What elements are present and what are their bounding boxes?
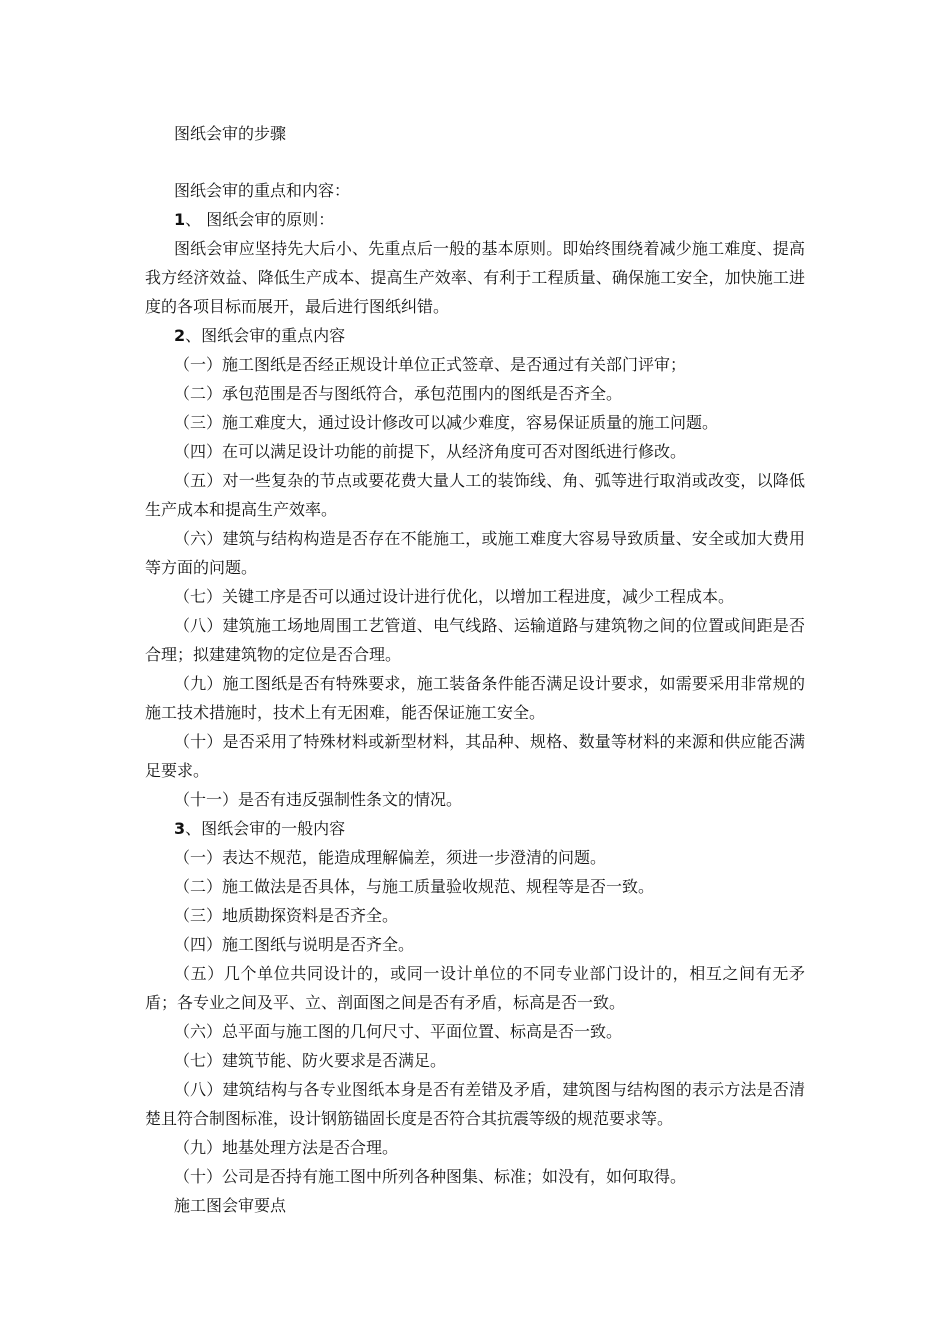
section-1-heading-text: 、 图纸会审的原则：	[185, 210, 335, 229]
section-3-item: （九）地基处理方法是否合理。	[174, 1138, 399, 1157]
section-2-item: （七）关键工序是否可以通过设计进行优化，以增加工程进度，减少工程成本。	[174, 587, 735, 606]
section-2-item: （四）在可以满足设计功能的前提下，从经济角度可否对图纸进行修改。	[174, 442, 687, 461]
section-3-item: （八）建筑结构与各专业图纸本身是否有差错及矛盾，建筑图与结构图的表示方法是否清楚且符合制图标准，设计钢筋锚固长度是否符合其抗震等级的规范要求等。	[145, 1080, 805, 1128]
section-2-item: （九）施工图纸是否有特殊要求，施工装备条件能否满足设计要求，如需要采用非常规的施工技术措施时，技术上有无困难，能否保证施工安全。	[145, 674, 805, 722]
section-3-item: （一）表达不规范，能造成理解偏差，须进一步澄清的问题。	[174, 848, 607, 867]
section-2-item: （十）是否采用了特殊材料或新型材料，其品种、规格、数量等材料的来源和供应能否满足要求。	[145, 732, 805, 780]
closing-line: 施工图会审要点	[174, 1196, 287, 1215]
section-3-item: （四）施工图纸与说明是否齐全。	[174, 935, 415, 954]
section-2-item: （五）对一些复杂的节点或要花费大量人工的装饰线、角、弧等进行取消或改变，以降低生产成本和提高生产效率。	[145, 471, 805, 519]
section-2-item: （十一）是否有违反强制性条文的情况。	[174, 790, 463, 809]
section-1-body: 图纸会审应坚持先大后小、先重点后一般的基本原则。即始终围绕着减少施工难度、提高我方经济效益、降低生产成本、提高生产效率、有利于工程质量、确保施工安全，加快施工进度的各项目标而展开，最后进行图纸纠错。	[145, 239, 805, 316]
section-2-item: （八）建筑施工场地周围工艺管道、电气线路、运输道路与建筑物之间的位置或间距是否合理；拟建建筑物的定位是否合理。	[145, 616, 805, 664]
section-3-item: （三）地质勘探资料是否齐全。	[174, 906, 399, 925]
section-2-item: （二）承包范围是否与图纸符合，承包范围内的图纸是否齐全。	[174, 384, 623, 403]
document-body	[145, 176, 805, 1220]
section-3-item: （五）几个单位共同设计的，或同一设计单位的不同专业部门设计的，相互之间有无矛盾；各专业之间及平、立、剖面图之间是否有矛盾，标高是否一致。	[145, 964, 805, 1012]
section-1-heading	[145, 205, 805, 234]
section-3-heading-text: 、图纸会审的一般内容	[185, 819, 346, 838]
section-2-number: 2	[174, 326, 186, 345]
section-2-heading	[145, 321, 805, 350]
section-1-number: 1	[174, 210, 186, 229]
document-title: 图纸会审的步骤	[174, 124, 287, 143]
section-3-number: 3	[174, 819, 186, 838]
section-3-item: （二）施工做法是否具体，与施工质量验收规范、规程等是否一致。	[174, 877, 655, 896]
section-3-item: （七）建筑节能、防火要求是否满足。	[174, 1051, 447, 1070]
section-2-item: （六）建筑与结构构造是否存在不能施工，或施工难度大容易导致质量、安全或加大费用等方面的问题。	[145, 529, 805, 577]
section-2-item: （一）施工图纸是否经正规设计单位正式签章、是否通过有关部门评审；	[174, 355, 687, 374]
intro-line: 图纸会审的重点和内容：	[174, 181, 351, 200]
section-2-heading-text: 、图纸会审的重点内容	[185, 326, 346, 345]
section-3-item: （六）总平面与施工图的几何尺寸、平面位置、标高是否一致。	[174, 1022, 623, 1041]
section-3-item: （十）公司是否持有施工图中所列各种图集、标准；如没有，如何取得。	[174, 1167, 687, 1186]
section-2-item: （三）施工难度大，通过设计修改可以减少难度，容易保证质量的施工问题。	[174, 413, 719, 432]
section-3-heading	[145, 814, 805, 843]
